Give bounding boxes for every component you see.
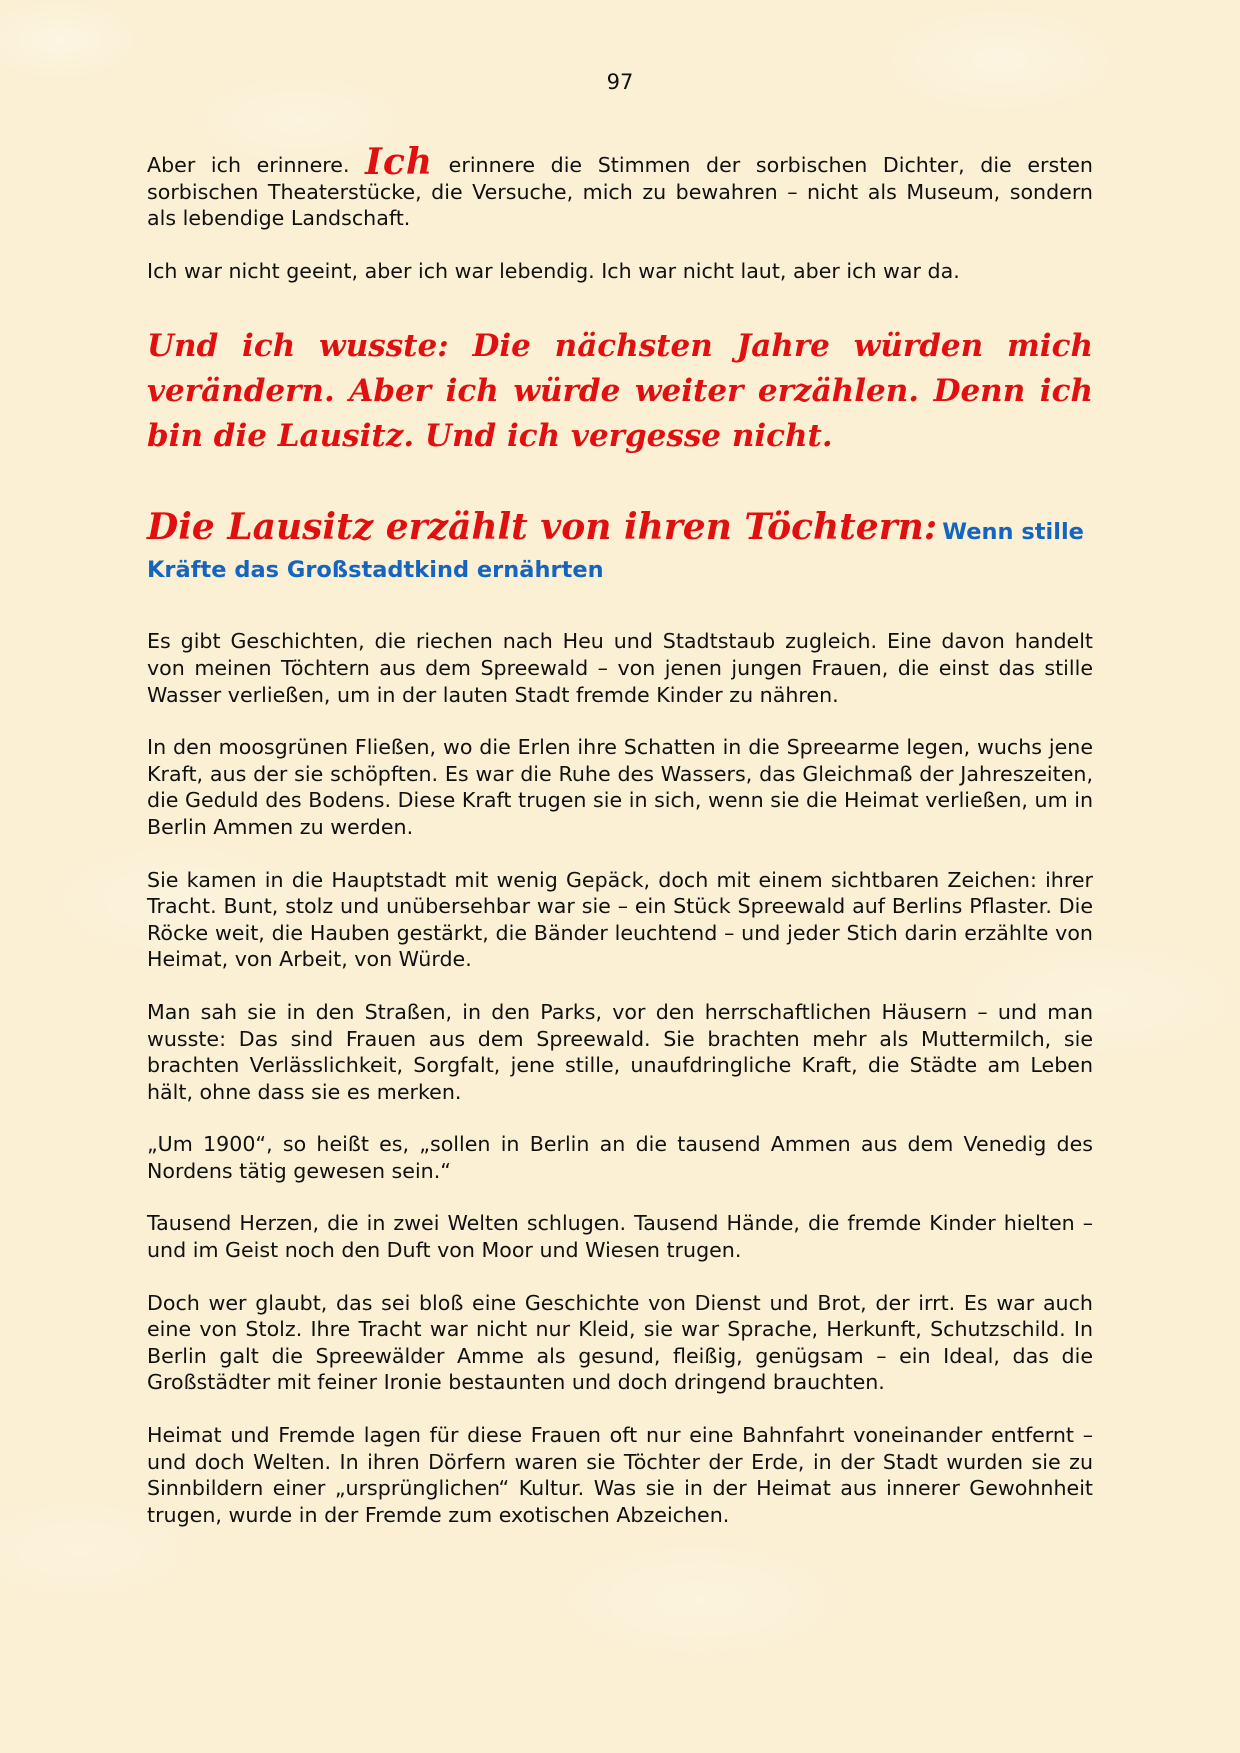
paragraph-1	[147, 141, 1093, 232]
emphasis-ich: Ich	[365, 141, 434, 183]
paragraph-6: Man sah sie in den Straßen, in den Parks, vor den herrschaftlichen Häusern – und man wusste: Das sind Frauen aus dem Spreewald. Sie brachten mehr als Muttermilch, sie brachten Verlässlichkeit, Sorgfalt, jene stille, unaufdringliche Kraft, die Städte am Leben hält, ohne dass sie es merken.	[147, 999, 1093, 1104]
paragraph-1-start: Aber ich erinnere.	[147, 153, 366, 177]
paragraph-9: Doch wer glaubt, das sei bloß eine Geschichte von Dienst und Brot, der irrt. Es war auch eine von Stolz. Ihre Tracht war nicht nur Kleid, sie war Sprache, Herkunft, Schutzschild. In Berlin galt die Spreewälder Amme als gesund, fleißig, genügsam – ein Ideal, das die Großstädter mit feiner Ironie bestaunten und doch dringend brauchten.	[147, 1290, 1093, 1395]
paragraph-5: Sie kamen in die Hauptstadt mit wenig Gepäck, doch mit einem sichtbaren Zeichen: ihrer Tracht. Bunt, stolz und unübersehbar war sie – ein Stück Spreewald auf Berlins Pflaster. Die Röcke weit, die Hauben gestärkt, die Bänder leuchtend – und jeder Stich darin erzählte von Heimat, von Arbeit, von Würde.	[147, 867, 1093, 972]
page-number: 97	[606, 70, 634, 94]
paragraph-3: Es gibt Geschichten, die riechen nach Heu und Stadtstaub zugleich. Eine davon handelt von meinen Töchtern aus dem Spreewald – von jenen jungen Frauen, die einst das stille Wasser verließen, um in der lauten Stadt fremde Kinder zu nähren.	[147, 629, 1093, 707]
heading-subtitle: Wenn stille Kräfte das Großstadtkind ernährten	[147, 519, 1084, 584]
paragraph-7: „Um 1900“, so heißt es, „sollen in Berlin an die tausend Ammen aus dem Venedig des Nordens tätig gewesen sein.“	[147, 1132, 1093, 1183]
script-quote: Und ich wusste: Die nächsten Jahre würden mich verändern. Aber ich würde weiter erzählen. Denn ich bin die Lausitz. Und ich vergesse nicht.	[147, 328, 1093, 455]
paragraph-2: Ich war nicht geeint, aber ich war lebendig. Ich war nicht laut, aber ich war da.	[147, 258, 960, 283]
paragraph-10: Heimat und Fremde lagen für diese Frauen oft nur eine Bahnfahrt voneinander entfernt – und doch Welten. In ihren Dörfern waren sie Töchter der Erde, in der Stadt wurden sie zu Sinnbildern einer „ursprünglichen“ Kultur. Was sie in der Heimat aus innerer Gewohnheit trugen, wurde in der Fremde zum exotischen Abzeichen.	[147, 1423, 1093, 1527]
page-content	[147, 141, 1093, 1528]
paragraph-4: In den moosgrünen Fließen, wo die Erlen ihre Schatten in die Spreearme legen, wuchs jene Kraft, aus der sie schöpften. Es war die Ruhe des Wassers, das Gleichmaß der Jahreszeiten, die Geduld des Bodens. Diese Kraft trugen sie in sich, wenn sie die Heimat verließen, um in Berlin Ammen zu werden.	[147, 735, 1093, 839]
heading-script-title: Die Lausitz erzählt von ihren Töchtern:	[147, 506, 938, 549]
section-heading	[147, 506, 1093, 590]
paragraph-8: Tausend Herzen, die in zwei Welten schlugen. Tausend Hände, die fremde Kinder hielten – und im Geist noch den Duft von Moor und Wiesen trugen.	[147, 1211, 1093, 1263]
paragraph-1-rest: erinnere die Stimmen der sorbischen Dichter, die ersten sorbischen Theaterstücke, die Versuche, mich zu bewahren – nicht als Museum, sondern als lebendige Landschaft.	[147, 153, 1093, 231]
